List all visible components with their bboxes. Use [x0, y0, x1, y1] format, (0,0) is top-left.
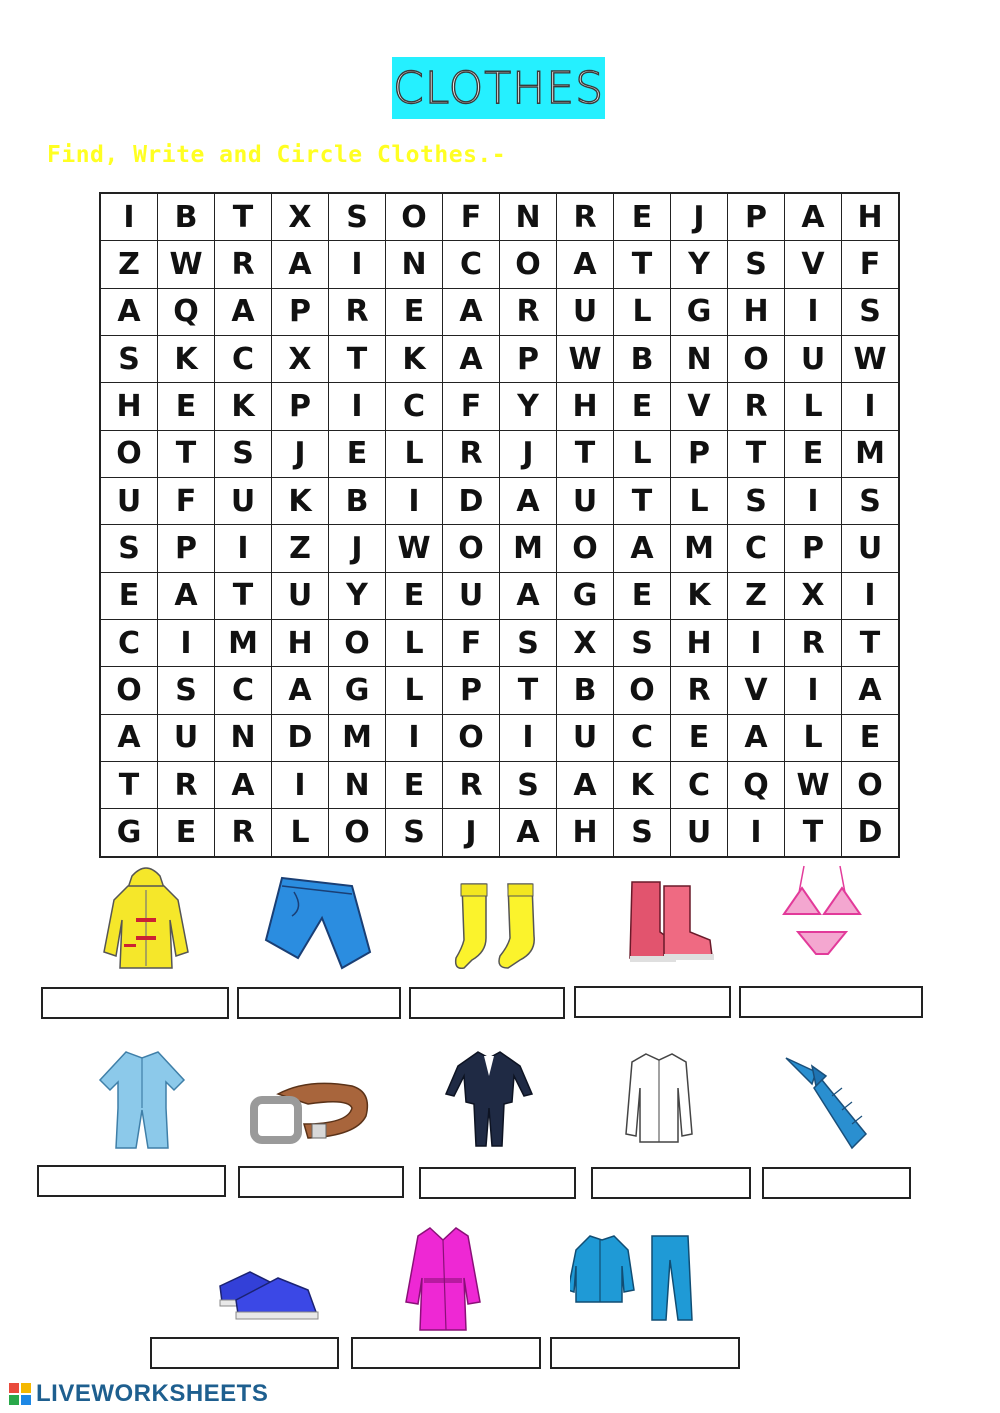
grid-cell[interactable]: I [842, 572, 899, 619]
shirt-icon [622, 1048, 696, 1146]
grid-row [101, 478, 899, 525]
grid-cell[interactable]: N [671, 336, 728, 383]
suit-icon [444, 1046, 534, 1148]
grid-cell[interactable]: S [614, 809, 671, 857]
grid-cell[interactable]: H [272, 620, 329, 667]
grid-cell[interactable]: U [215, 478, 272, 525]
grid-cell[interactable]: L [671, 478, 728, 525]
grid-cell[interactable]: R [443, 762, 500, 809]
grid-cell[interactable]: P [272, 288, 329, 335]
grid-cell[interactable]: M [842, 430, 899, 477]
footer-brand-text: LIVEWORKSHEETS [36, 1380, 269, 1407]
grid-cell[interactable]: U [785, 336, 842, 383]
grid-cell[interactable]: O [443, 714, 500, 761]
shorts-icon [264, 872, 374, 972]
grid-cell[interactable]: T [785, 809, 842, 857]
grid-cell[interactable]: O [500, 241, 557, 288]
grid-row [101, 667, 899, 714]
grid-cell[interactable]: R [158, 762, 215, 809]
grid-cell[interactable]: O [443, 525, 500, 572]
grid-cell[interactable]: X [272, 336, 329, 383]
grid-cell[interactable]: T [842, 620, 899, 667]
grid-cell[interactable]: E [386, 288, 443, 335]
grid-cell[interactable]: L [386, 430, 443, 477]
grid-cell[interactable]: W [557, 336, 614, 383]
grid-cell[interactable]: I [785, 478, 842, 525]
answer-box-shorts[interactable] [237, 987, 401, 1019]
grid-cell[interactable]: Q [728, 762, 785, 809]
grid-cell[interactable]: G [671, 288, 728, 335]
grid-cell[interactable]: M [500, 525, 557, 572]
grid-cell[interactable]: W [785, 762, 842, 809]
grid-cell[interactable]: T [101, 762, 158, 809]
grid-cell[interactable]: I [785, 288, 842, 335]
grid-cell[interactable]: R [671, 667, 728, 714]
grid-cell[interactable]: R [215, 809, 272, 857]
grid-cell[interactable]: J [500, 430, 557, 477]
grid-cell[interactable]: O [329, 620, 386, 667]
grid-row [101, 525, 899, 572]
grid-cell[interactable]: G [557, 572, 614, 619]
grid-cell[interactable]: Y [500, 383, 557, 430]
grid-cell[interactable]: R [443, 430, 500, 477]
grid-cell[interactable]: C [728, 525, 785, 572]
grid-cell[interactable]: S [101, 525, 158, 572]
grid-cell[interactable]: G [101, 809, 158, 857]
grid-cell[interactable]: A [272, 241, 329, 288]
grid-cell[interactable]: K [671, 572, 728, 619]
grid-cell[interactable]: S [500, 762, 557, 809]
grid-cell[interactable]: T [557, 430, 614, 477]
grid-cell[interactable]: U [842, 525, 899, 572]
grid-cell[interactable]: A [500, 478, 557, 525]
grid-cell[interactable]: I [158, 620, 215, 667]
grid-cell[interactable]: I [785, 667, 842, 714]
grid-cell[interactable]: L [785, 383, 842, 430]
grid-cell[interactable]: T [215, 572, 272, 619]
grid-cell[interactable]: U [101, 478, 158, 525]
answer-box-boots[interactable] [574, 986, 731, 1018]
grid-cell[interactable]: L [386, 667, 443, 714]
grid-cell[interactable]: E [614, 194, 671, 241]
grid-cell[interactable]: I [842, 383, 899, 430]
grid-cell[interactable]: A [215, 762, 272, 809]
grid-cell[interactable]: A [785, 194, 842, 241]
grid-cell[interactable]: N [386, 241, 443, 288]
grid-cell[interactable]: R [215, 241, 272, 288]
grid-cell[interactable]: K [272, 478, 329, 525]
grid-cell[interactable]: O [101, 430, 158, 477]
grid-cell[interactable]: C [671, 762, 728, 809]
grid-cell[interactable]: B [614, 336, 671, 383]
grid-cell[interactable]: S [842, 478, 899, 525]
grid-cell[interactable]: C [386, 383, 443, 430]
grid-cell[interactable]: I [386, 714, 443, 761]
grid-cell[interactable]: A [272, 667, 329, 714]
grid-cell[interactable]: V [785, 241, 842, 288]
grid-cell[interactable]: F [443, 194, 500, 241]
grid-cell[interactable]: E [101, 572, 158, 619]
grid-cell[interactable]: D [842, 809, 899, 857]
grid-cell[interactable]: C [215, 336, 272, 383]
grid-cell[interactable]: M [671, 525, 728, 572]
grid-cell[interactable]: C [614, 714, 671, 761]
grid-cell[interactable]: A [557, 241, 614, 288]
answer-box-tracksuit[interactable] [550, 1337, 740, 1369]
grid-cell[interactable]: H [557, 809, 614, 857]
grid-cell[interactable]: E [158, 809, 215, 857]
grid-cell[interactable]: H [728, 288, 785, 335]
answer-box-swimsuit[interactable] [739, 986, 923, 1018]
grid-cell[interactable]: H [101, 383, 158, 430]
pyjamas-icon [96, 1048, 188, 1150]
tracksuit-icon [570, 1230, 698, 1324]
answer-box-socks[interactable] [409, 987, 565, 1019]
grid-cell[interactable]: S [728, 478, 785, 525]
grid-cell[interactable]: I [329, 241, 386, 288]
answer-box-dressing-gown[interactable] [351, 1337, 541, 1369]
grid-cell[interactable]: K [158, 336, 215, 383]
grid-row [101, 336, 899, 383]
grid-cell[interactable]: J [443, 809, 500, 857]
grid-cell[interactable]: S [329, 194, 386, 241]
grid-cell[interactable]: S [728, 241, 785, 288]
grid-cell[interactable]: A [101, 714, 158, 761]
grid-cell[interactable]: W [842, 336, 899, 383]
grid-cell[interactable]: R [557, 194, 614, 241]
grid-cell[interactable]: J [272, 430, 329, 477]
grid-cell[interactable]: C [443, 241, 500, 288]
grid-cell[interactable]: E [386, 762, 443, 809]
grid-cell[interactable]: L [785, 714, 842, 761]
answer-box-suit[interactable] [419, 1167, 576, 1199]
grid-cell[interactable]: B [557, 667, 614, 714]
grid-cell[interactable]: N [329, 762, 386, 809]
grid-cell[interactable]: A [158, 572, 215, 619]
answer-box-tie[interactable] [762, 1167, 911, 1199]
raincoat-icon [100, 860, 192, 972]
grid-cell[interactable]: J [671, 194, 728, 241]
grid-cell[interactable]: A [101, 288, 158, 335]
boots-icon [624, 876, 718, 968]
grid-cell[interactable]: T [215, 194, 272, 241]
grid-cell[interactable]: Z [272, 525, 329, 572]
grid-cell[interactable]: V [728, 667, 785, 714]
grid-cell[interactable]: R [500, 288, 557, 335]
grid-cell[interactable]: O [614, 667, 671, 714]
grid-cell[interactable]: I [728, 620, 785, 667]
grid-cell[interactable]: O [557, 525, 614, 572]
grid-row [101, 194, 899, 241]
grid-cell[interactable]: U [557, 714, 614, 761]
instruction-text: Find, Write and Circle Clothes.- [47, 142, 507, 168]
answer-box-shirt[interactable] [591, 1167, 751, 1199]
grid-cell[interactable]: A [500, 572, 557, 619]
grid-cell[interactable]: R [329, 288, 386, 335]
grid-cell[interactable]: K [386, 336, 443, 383]
grid-cell[interactable]: O [386, 194, 443, 241]
grid-cell[interactable]: O [329, 809, 386, 857]
grid-cell[interactable]: A [728, 714, 785, 761]
liveworksheets-logo-icon [8, 1382, 32, 1406]
answer-box-belt[interactable] [238, 1166, 404, 1198]
grid-cell[interactable]: G [329, 667, 386, 714]
grid-cell[interactable]: E [614, 383, 671, 430]
grid-cell[interactable]: I [272, 762, 329, 809]
grid-cell[interactable]: R [785, 620, 842, 667]
answer-box-raincoat[interactable] [41, 987, 229, 1019]
grid-cell[interactable]: F [842, 241, 899, 288]
grid-cell[interactable]: B [329, 478, 386, 525]
grid-row [101, 762, 899, 809]
grid-cell[interactable]: H [671, 620, 728, 667]
grid-cell[interactable]: U [443, 572, 500, 619]
grid-cell[interactable]: Z [101, 241, 158, 288]
answer-box-trainers[interactable] [150, 1337, 339, 1369]
grid-cell[interactable]: T [158, 430, 215, 477]
grid-cell[interactable]: I [215, 525, 272, 572]
grid-cell[interactable]: O [101, 667, 158, 714]
grid-cell[interactable]: P [500, 336, 557, 383]
grid-cell[interactable]: N [500, 194, 557, 241]
grid-cell[interactable]: Q [158, 288, 215, 335]
grid-cell[interactable]: E [329, 430, 386, 477]
grid-cell[interactable]: A [443, 288, 500, 335]
grid-cell[interactable]: N [215, 714, 272, 761]
grid-cell[interactable]: F [443, 383, 500, 430]
grid-cell[interactable]: I [728, 809, 785, 857]
grid-cell[interactable]: I [386, 478, 443, 525]
grid-cell[interactable]: U [272, 572, 329, 619]
grid-cell[interactable]: T [614, 241, 671, 288]
word-search-grid [99, 192, 900, 858]
grid-cell[interactable]: U [671, 809, 728, 857]
page-title: CLOTHES [393, 62, 604, 114]
grid-row [101, 241, 899, 288]
grid-row [101, 572, 899, 619]
grid-cell[interactable]: L [272, 809, 329, 857]
grid-cell[interactable]: E [671, 714, 728, 761]
grid-cell[interactable]: M [215, 620, 272, 667]
grid-cell[interactable]: W [386, 525, 443, 572]
grid-cell[interactable]: A [215, 288, 272, 335]
grid-cell[interactable]: F [158, 478, 215, 525]
grid-row [101, 383, 899, 430]
trainers-icon [216, 1246, 320, 1326]
grid-cell[interactable]: I [500, 714, 557, 761]
grid-cell[interactable]: T [329, 336, 386, 383]
grid-row [101, 714, 899, 761]
grid-cell[interactable]: T [500, 667, 557, 714]
grid-cell[interactable]: Y [671, 241, 728, 288]
grid-cell[interactable]: E [842, 714, 899, 761]
grid-cell[interactable]: P [443, 667, 500, 714]
socks-icon [452, 880, 548, 974]
grid-cell[interactable]: A [614, 525, 671, 572]
grid-cell[interactable]: A [500, 809, 557, 857]
grid-cell[interactable]: M [329, 714, 386, 761]
title-banner [392, 57, 605, 119]
swimsuit-icon [774, 862, 870, 962]
grid-cell[interactable]: C [101, 620, 158, 667]
grid-cell[interactable]: S [101, 336, 158, 383]
grid-cell[interactable]: T [728, 430, 785, 477]
grid-cell[interactable]: E [386, 572, 443, 619]
grid-cell[interactable]: P [272, 383, 329, 430]
grid-cell[interactable]: D [443, 478, 500, 525]
answer-box-pyjamas[interactable] [37, 1165, 226, 1197]
grid-cell[interactable]: S [614, 620, 671, 667]
grid-cell[interactable]: B [158, 194, 215, 241]
grid-cell[interactable]: E [614, 572, 671, 619]
grid-cell[interactable]: P [785, 525, 842, 572]
grid-cell[interactable]: S [842, 288, 899, 335]
grid-cell[interactable]: A [557, 762, 614, 809]
grid-cell[interactable]: U [158, 714, 215, 761]
grid-cell[interactable]: H [557, 383, 614, 430]
grid-cell[interactable]: U [557, 478, 614, 525]
grid-row [101, 430, 899, 477]
grid-cell[interactable]: X [557, 620, 614, 667]
grid-cell[interactable]: X [785, 572, 842, 619]
grid-cell[interactable]: J [329, 525, 386, 572]
grid-cell[interactable]: S [158, 667, 215, 714]
grid-cell[interactable]: D [272, 714, 329, 761]
grid-cell[interactable]: O [842, 762, 899, 809]
grid-row [101, 620, 899, 667]
grid-cell[interactable]: E [785, 430, 842, 477]
grid-cell[interactable]: L [614, 430, 671, 477]
grid-cell[interactable]: P [671, 430, 728, 477]
grid-cell[interactable]: A [842, 667, 899, 714]
grid-cell[interactable]: X [272, 194, 329, 241]
grid-cell[interactable]: A [443, 336, 500, 383]
grid-cell[interactable]: K [614, 762, 671, 809]
grid-cell[interactable]: K [215, 383, 272, 430]
grid-cell[interactable]: S [215, 430, 272, 477]
grid-cell[interactable]: P [158, 525, 215, 572]
grid-cell[interactable]: E [158, 383, 215, 430]
dressing-gown-icon [404, 1222, 482, 1334]
grid-cell[interactable]: S [386, 809, 443, 857]
grid-cell[interactable]: U [557, 288, 614, 335]
grid-cell[interactable]: F [443, 620, 500, 667]
grid-cell[interactable]: Y [329, 572, 386, 619]
grid-row [101, 288, 899, 335]
grid-cell[interactable]: H [842, 194, 899, 241]
grid-cell[interactable]: R [728, 383, 785, 430]
belt-icon [248, 1076, 376, 1152]
grid-cell[interactable]: V [671, 383, 728, 430]
tie-icon [782, 1052, 870, 1150]
grid-cell[interactable]: Z [728, 572, 785, 619]
grid-cell[interactable]: T [614, 478, 671, 525]
grid-cell[interactable]: C [215, 667, 272, 714]
grid-cell[interactable]: I [329, 383, 386, 430]
grid-cell[interactable]: W [158, 241, 215, 288]
grid-cell[interactable]: S [500, 620, 557, 667]
grid-cell[interactable]: P [728, 194, 785, 241]
grid-cell[interactable]: I [101, 194, 158, 241]
grid-row [101, 809, 899, 857]
grid-cell[interactable]: O [728, 336, 785, 383]
grid-cell[interactable]: L [614, 288, 671, 335]
footer-logo [8, 1380, 268, 1408]
grid-cell[interactable]: L [386, 620, 443, 667]
